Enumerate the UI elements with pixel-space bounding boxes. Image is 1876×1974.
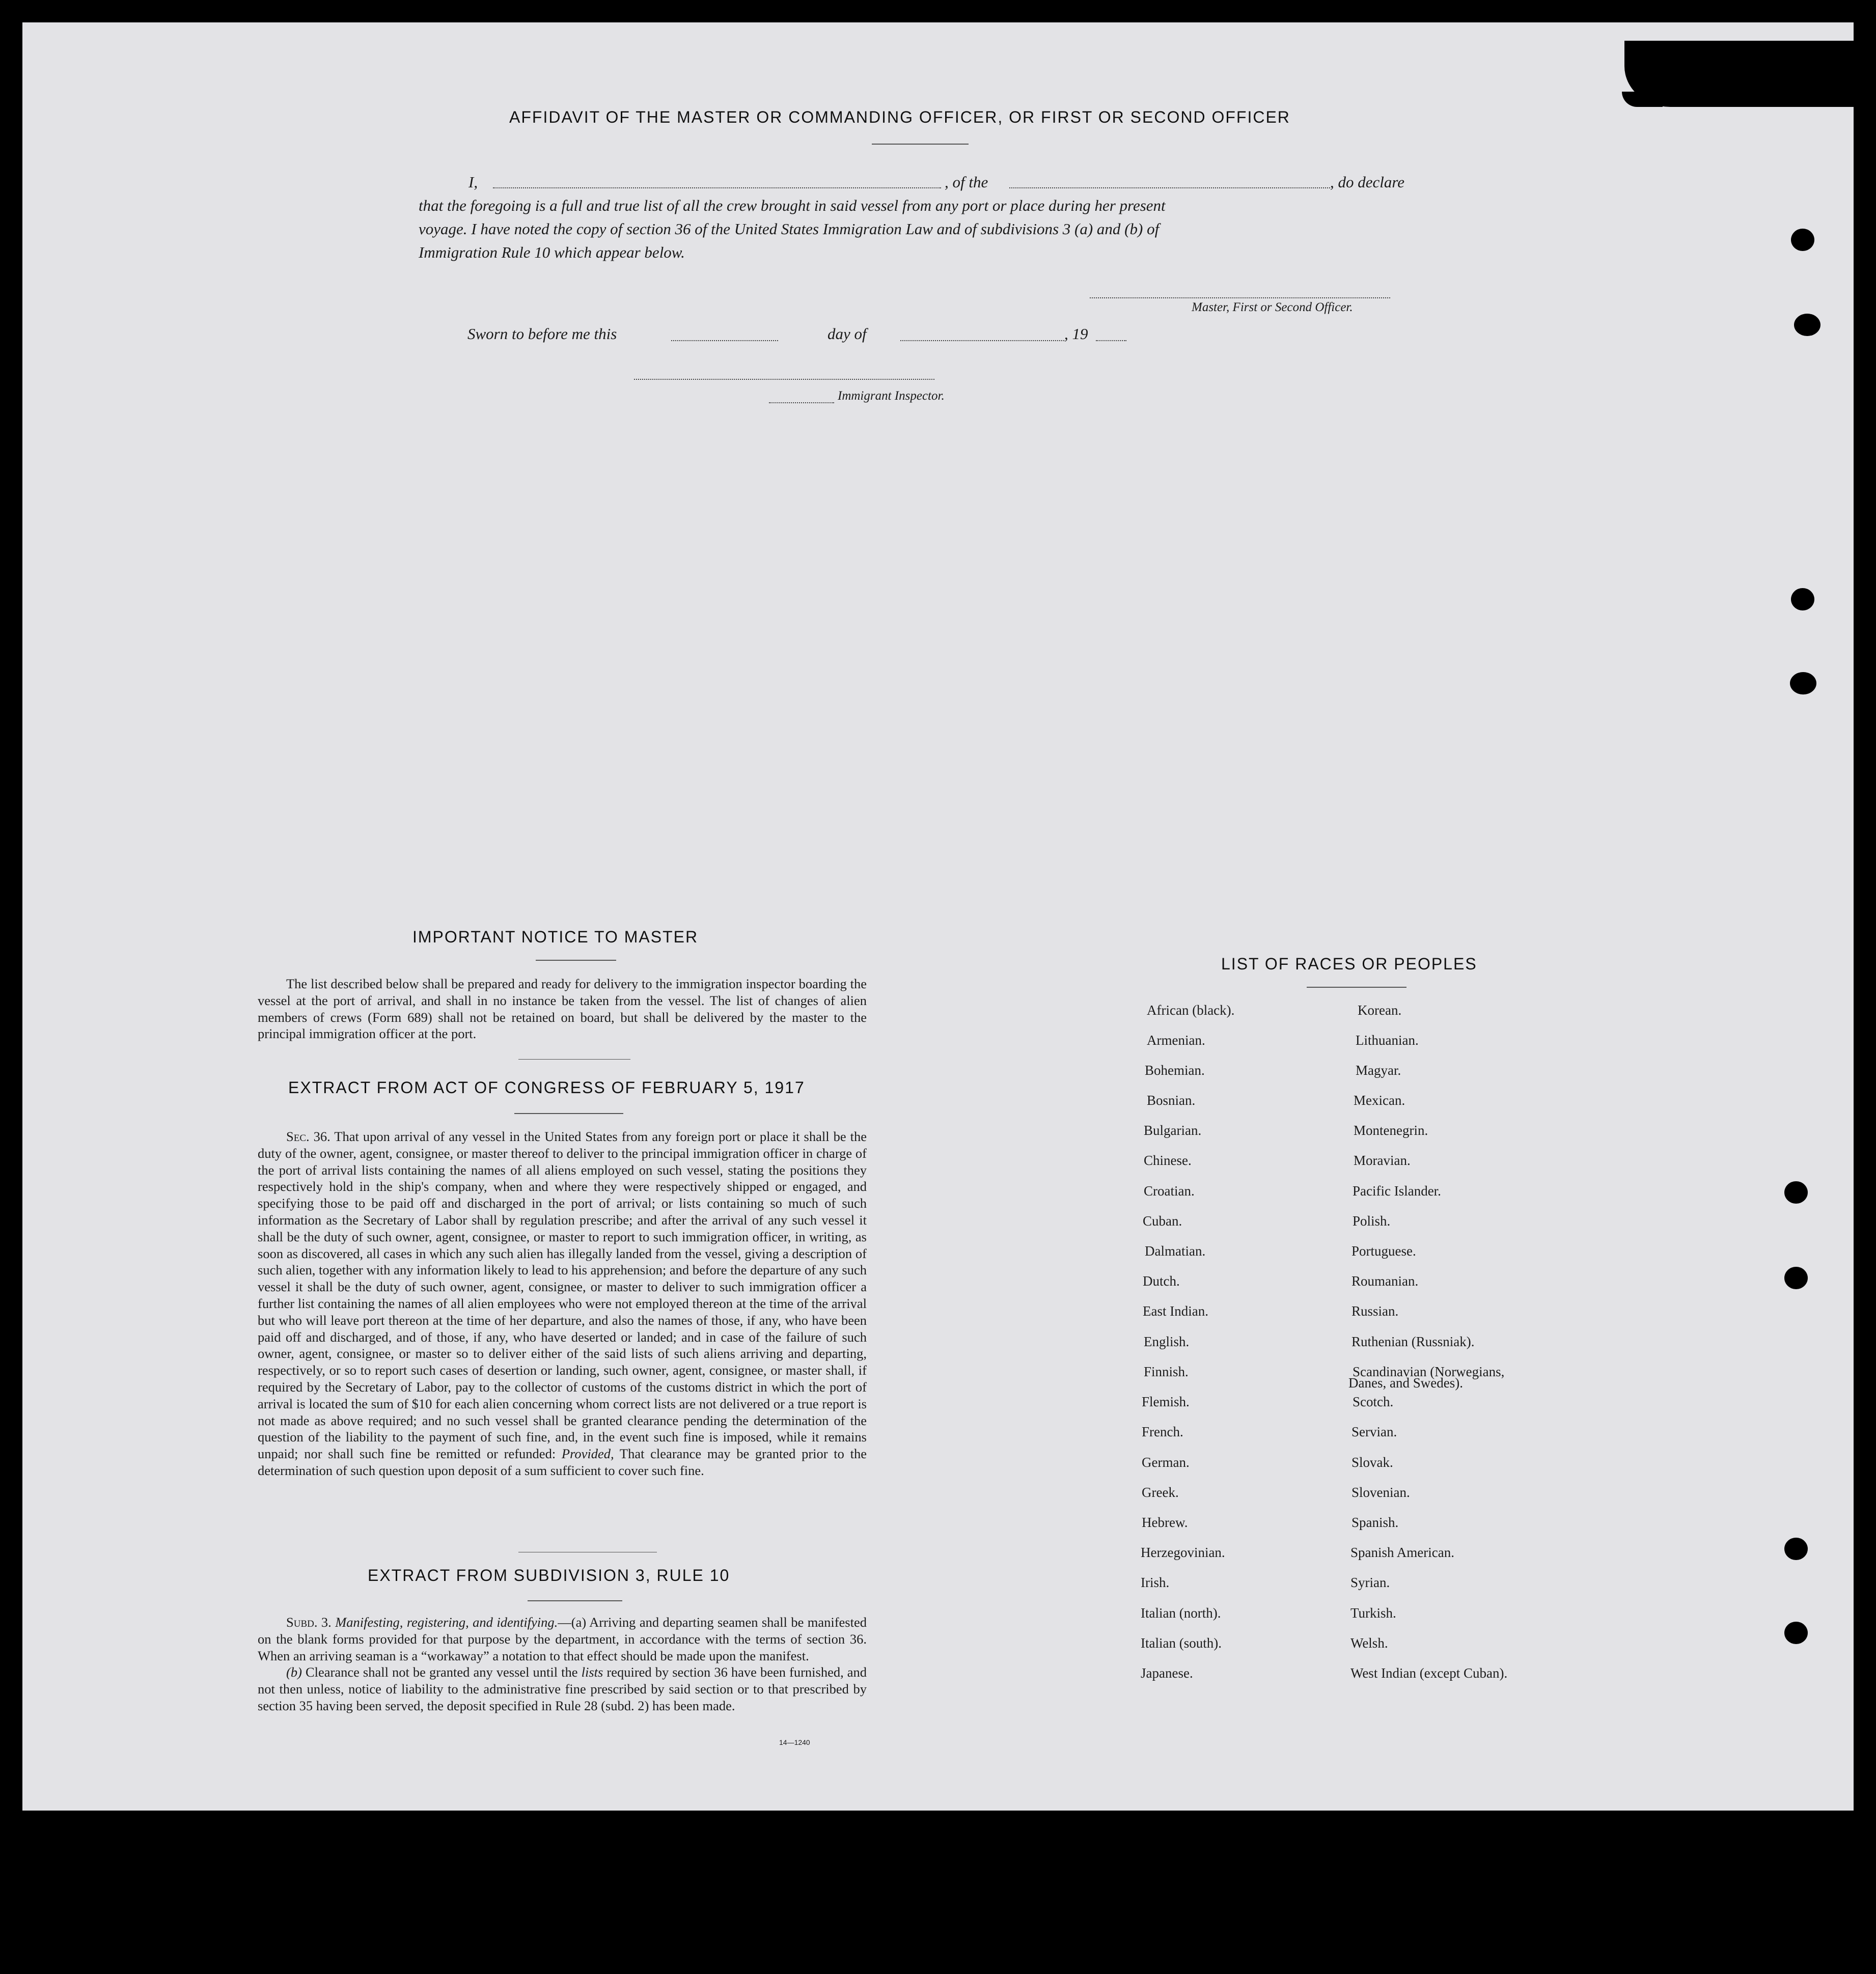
punch-hole xyxy=(1784,1267,1808,1289)
rule-b-text-2: required by section 36 have been furnished, and not then unless, notice of liability to the administrative fine prescribed by said section or to that prescribed by section 35 having been served, the deposit specified in Rule 28 (subd. 2) has been made. xyxy=(258,1664,867,1713)
race-item: Dutch. xyxy=(1143,1273,1180,1289)
race-item: Lithuanian. xyxy=(1356,1033,1419,1048)
sworn-day-field[interactable] xyxy=(671,340,778,341)
race-item: Spanish American. xyxy=(1350,1545,1454,1560)
race-item: Croatian. xyxy=(1144,1183,1195,1199)
race-item: Scotch. xyxy=(1353,1394,1394,1409)
race-item: Slovak. xyxy=(1351,1455,1393,1470)
act-title: EXTRACT FROM ACT OF CONGRESS OF FEBRUARY 5, 1917 xyxy=(288,1078,805,1097)
punch-hole xyxy=(1790,672,1816,694)
race-item: German. xyxy=(1142,1455,1190,1470)
punch-hole xyxy=(1791,229,1814,251)
act-paragraph xyxy=(258,1128,867,1479)
act-provided-body: That clearance may be granted prior to the determination of such question upon deposit of a sum sufficient to cover such fine. xyxy=(258,1446,867,1478)
race-item: Bosnian. xyxy=(1147,1093,1196,1108)
officer-signature-field[interactable] xyxy=(1090,297,1390,298)
act-title-rule xyxy=(514,1113,623,1114)
race-item: East Indian. xyxy=(1143,1303,1208,1319)
race-item: English. xyxy=(1144,1334,1190,1349)
rule-b-label: (b) xyxy=(286,1664,302,1680)
act-section-label: Sec. 36. xyxy=(286,1129,330,1144)
rule-a-text: Arriving and departing seamen shall be manifested on the blank forms provided for that purpose by the department, in accordance with the terms of section 36. When an arriving seaman is a “workaway” a notation to that effect should be made upon the manifest. xyxy=(258,1615,867,1663)
affidavit-line4: Immigration Rule 10 which appear below. xyxy=(419,243,685,261)
affidavit-title-rule xyxy=(872,144,969,145)
race-item: Pacific Islander. xyxy=(1353,1183,1441,1199)
race-item: Slovenian. xyxy=(1351,1485,1410,1500)
sworn-line-mid: day of xyxy=(827,325,867,343)
rule-paragraph-b xyxy=(258,1664,867,1714)
race-item: Hebrew. xyxy=(1142,1515,1188,1530)
affidavit-title: AFFIDAVIT OF THE MASTER OR COMMANDING OFFICER, OR FIRST OR SECOND OFFICER xyxy=(509,108,1290,126)
inspector-signature-field[interactable] xyxy=(634,379,934,380)
form-number: 14—1240 xyxy=(779,1738,810,1746)
race-item: Portuguese. xyxy=(1351,1243,1416,1259)
race-item: Montenegrin. xyxy=(1354,1123,1428,1138)
act-provided-label: Provided, xyxy=(561,1446,614,1462)
affidavit-line3: voyage. I have noted the copy of section 36 of the United States Immigration Law and of subdivisions 3 (a) and (b) of xyxy=(419,220,1160,238)
notice-divider xyxy=(518,1059,630,1060)
race-item: Armenian. xyxy=(1147,1033,1205,1048)
race-item: Servian. xyxy=(1351,1424,1397,1439)
affidavit-line1-mid: , of the xyxy=(945,173,988,191)
race-item: Polish. xyxy=(1353,1213,1391,1229)
sworn-line-end: , 19 xyxy=(1064,325,1088,343)
officer-signature-label: Master, First or Second Officer. xyxy=(1192,300,1353,314)
inspector-name-prefix-field[interactable] xyxy=(769,402,834,403)
race-item: Flemish. xyxy=(1142,1394,1190,1409)
notice-title-rule xyxy=(536,960,616,961)
notice-text xyxy=(258,976,867,1042)
rule-b-text-1: Clearance shall not be granted any vessel until the xyxy=(305,1664,578,1680)
race-item: Spanish. xyxy=(1351,1515,1399,1530)
race-item: Mexican. xyxy=(1354,1093,1405,1108)
race-item: Welsh. xyxy=(1350,1635,1388,1651)
race-item: Greek. xyxy=(1142,1485,1179,1500)
race-item: Irish. xyxy=(1141,1575,1170,1590)
race-item: French. xyxy=(1142,1424,1183,1439)
race-item: Cuban. xyxy=(1143,1213,1182,1229)
affidavit-line2: that the foregoing is a full and true list of all the crew brought in said vessel from any port or place during her present xyxy=(419,197,1166,214)
race-item: Finnish. xyxy=(1144,1364,1189,1379)
race-item: Japanese. xyxy=(1141,1665,1193,1681)
affidavit-line1-end: , do declare xyxy=(1330,173,1405,191)
race-item: Chinese. xyxy=(1144,1153,1192,1168)
race-item: Scandinavian (Norwegians, xyxy=(1353,1364,1505,1379)
notice-paragraph: The list described below shall be prepared and ready for delivery to the immigration inspector boarding the vessel at the port of arrival, and shall in no instance be taken from the vessel. The list of changes of alien members of crews (Form 689) shall not be retained on board, but shall be delivered by the master to the principal immigration officer at the port. xyxy=(258,976,867,1042)
form-sheet xyxy=(22,22,1854,1811)
rule-text xyxy=(258,1614,867,1714)
vessel-name-field[interactable] xyxy=(1009,187,1330,188)
race-item: Ruthenian (Russniak). xyxy=(1351,1334,1475,1349)
punch-hole xyxy=(1784,1622,1808,1644)
race-item: Turkish. xyxy=(1350,1605,1396,1621)
notice-title: IMPORTANT NOTICE TO MASTER xyxy=(412,928,699,946)
punch-hole xyxy=(1794,314,1820,336)
rule-subd-heading: Manifesting, registering, and identifying. xyxy=(335,1615,558,1630)
rule-b-lists: lists xyxy=(581,1664,603,1680)
race-item: Dalmatian. xyxy=(1145,1243,1206,1259)
race-item: Magyar. xyxy=(1356,1063,1401,1078)
race-item: Korean. xyxy=(1358,1003,1402,1018)
rule-a-label: —(a) xyxy=(558,1615,587,1630)
punch-hole xyxy=(1791,588,1814,610)
races-title: LIST OF RACES OR PEOPLES xyxy=(1221,955,1477,973)
act-section-body: That upon arrival of any vessel in the United States from any foreign port or place it shall be the duty of the owner, agent, consignee, or master thereof to deliver to the principal immigration officer in charge of the port of arrival lists containing the names of all aliens employed on such vessel, stating the positions they respectively hold in the ship's company, when and where they were respectively shipped or engaged, and specifying those to be paid off and discharged in the port of arrival; or lists containing so much of such information as the Secretary of Labor shall by regulation prescribe; and after the arrival of any such vessel it shall be the duty of such owner, agent, consignee, or master to report to such immigration officer, in writing, as soon as discovered, all cases in which any such alien has illegally landed from the vessel, giving a description of such alien, together with any information likely to lead to his apprehension; and before the departure of any such vessel it shall be the duty of such owner, agent, consignee, or master to deliver to such immigration officer a further list containing the names of all alien employees who were not employed thereon at the time of the arrival but who will leave port thereon at the time of her departure, and also the names of those, if any, who have been paid off and discharged, and of those, if any, who have deserted or landed; and in case of the failure of such owner, agent, consignee, or master so to deliver either of the said lists of such aliens arriving and departing, respectively, or so to report such cases of desertion or landing, such owner, agent, consignee, or master shall, if required by the Secretary of Labor, pay to the collector of customs of the customs district in which the port of arrival is located the sum of $10 for each alien concerning whom correct lists are not delivered or a true report is not made as above required; and no such vessel shall be granted clearance pending the determination of the question of the liability to the payment of such fine, and, in the event such fine is imposed, while it remains unpaid; nor shall such fine be remitted or refunded: xyxy=(258,1129,867,1462)
affidavit-line1-start: I, xyxy=(468,173,478,191)
sworn-year-field[interactable] xyxy=(1096,340,1126,341)
sworn-line-start: Sworn to before me this xyxy=(467,325,617,343)
punch-hole xyxy=(1784,1538,1808,1560)
race-item: Russian. xyxy=(1351,1303,1399,1319)
race-item: Moravian. xyxy=(1354,1153,1411,1168)
rule-subd-label: Subd. 3. xyxy=(286,1615,332,1630)
race-item: Bulgarian. xyxy=(1144,1123,1202,1138)
race-item: Herzegovinian. xyxy=(1141,1545,1225,1560)
race-item: Bohemian. xyxy=(1145,1063,1205,1078)
rule-title-rule xyxy=(528,1600,622,1601)
race-scandinavian-continued: Danes, and Swedes). xyxy=(1348,1375,1463,1391)
act-text xyxy=(258,1128,867,1479)
race-item: Italian (south). xyxy=(1141,1635,1222,1651)
punch-hole xyxy=(1784,1181,1808,1204)
races-title-rule xyxy=(1307,987,1406,988)
race-item: Italian (north). xyxy=(1141,1605,1221,1621)
race-item: African (black). xyxy=(1147,1003,1235,1018)
inspector-label: Immigrant Inspector. xyxy=(838,389,945,403)
affiant-name-field[interactable] xyxy=(493,187,941,188)
race-item: West Indian (except Cuban). xyxy=(1350,1665,1508,1681)
race-item: Roumanian. xyxy=(1351,1273,1419,1289)
rule-paragraph-a xyxy=(258,1614,867,1664)
sworn-month-field[interactable] xyxy=(900,340,1064,341)
race-item: Syrian. xyxy=(1350,1575,1390,1590)
rule-title: EXTRACT FROM SUBDIVISION 3, RULE 10 xyxy=(368,1566,730,1584)
